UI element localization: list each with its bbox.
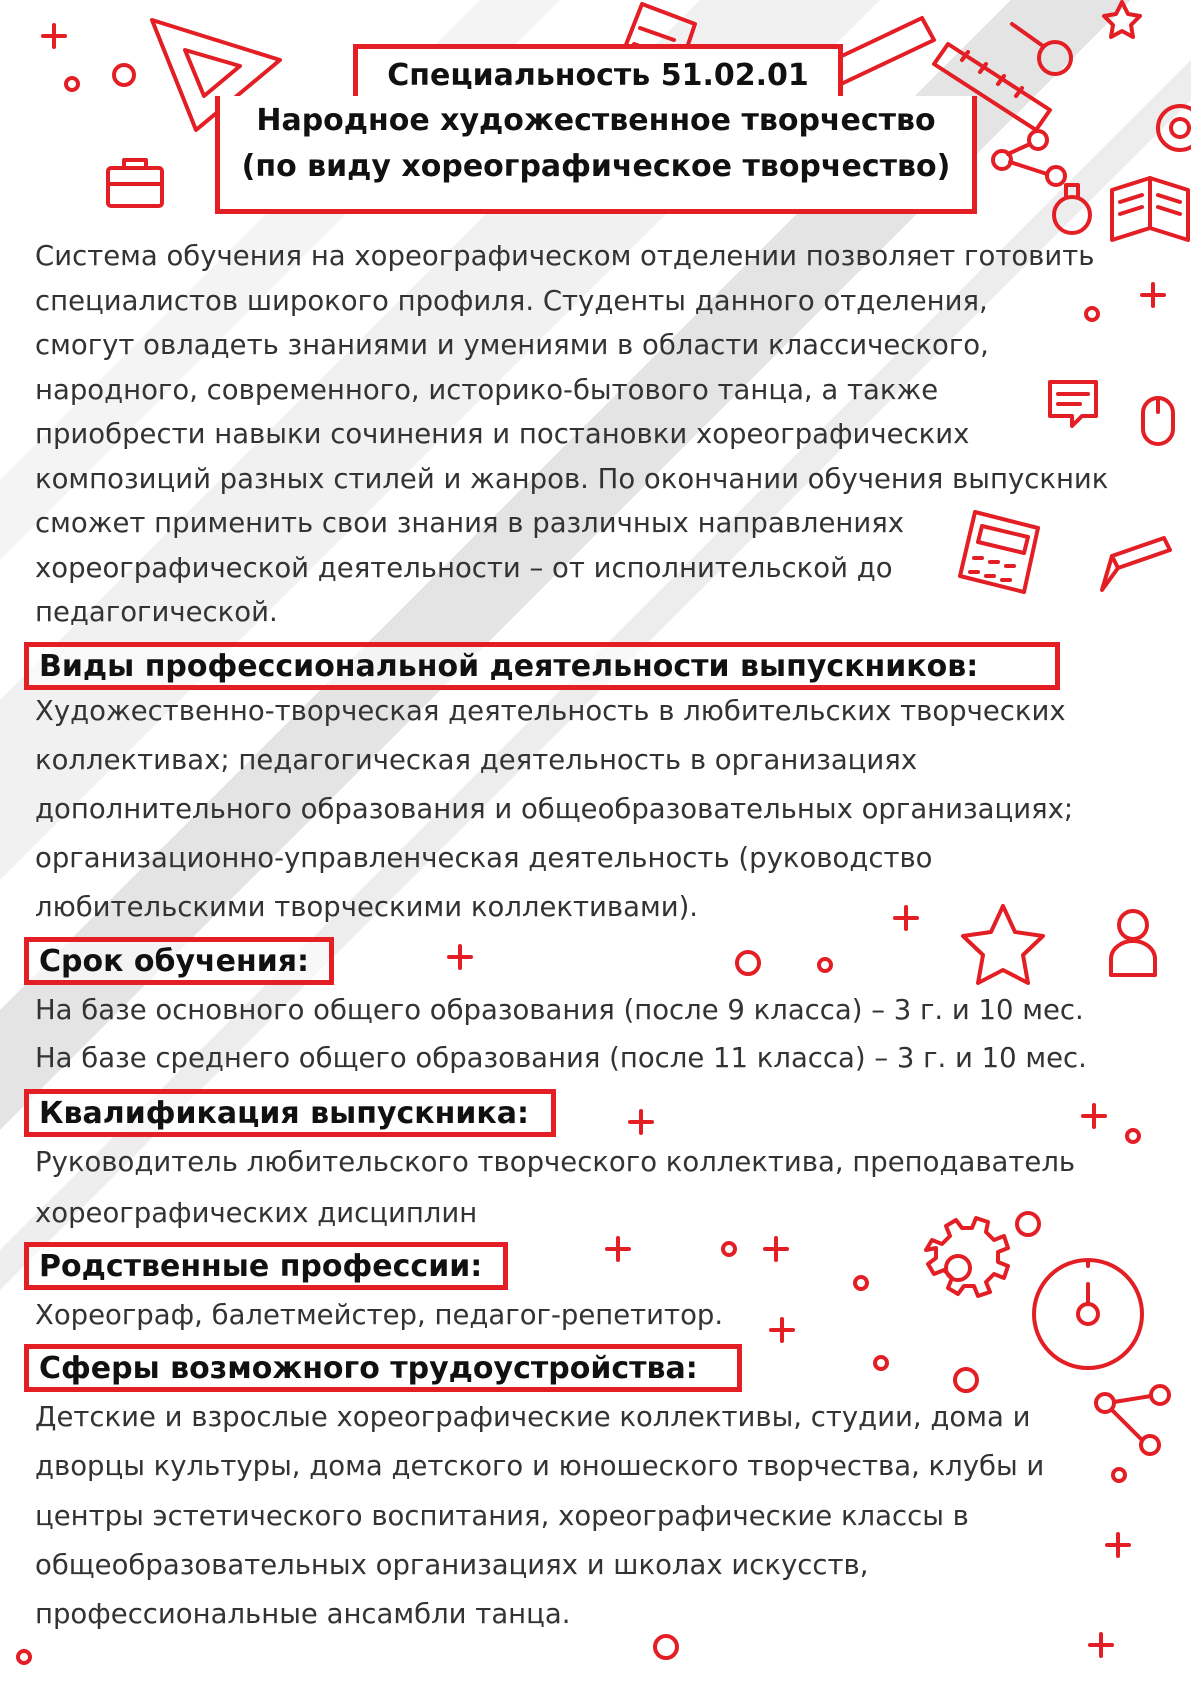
text-line: Детские и взрослые хореографические коллективы, студии, дома и (35, 1401, 1031, 1433)
employment-heading: Сферы возможного трудоустройства: (24, 1344, 742, 1392)
text-line: На базе основного общего образования (после 9 класса) – 3 г. и 10 мес. (35, 994, 1084, 1026)
text-line: педагогической. (35, 596, 278, 628)
text-line: организационно-управленческая деятельность (руководство (35, 842, 933, 874)
specialty-name: Народное художественное творчество (256, 103, 936, 138)
text-line: коллективах; педагогическая деятельность в организациях (35, 744, 918, 776)
text-line: Руководитель любительского творческого коллектива, преподаватель (35, 1146, 1076, 1178)
text-line: профессиональные ансамбли танца. (35, 1598, 571, 1630)
activities-heading: Виды профессиональной деятельности выпускников: (24, 642, 1060, 690)
text-line: центры эстетического воспитания, хореографические классы в (35, 1500, 969, 1532)
text-line: На базе среднего общего образования (после 11 класса) – 3 г. и 10 мес. (35, 1042, 1087, 1074)
text-line: приобрести навыки сочинения и постановки хореографических (35, 418, 970, 450)
text-line: Хореограф, балетмейстер, педагог-репетитор. (35, 1299, 724, 1331)
text-line: композиций разных стилей и жанров. По окончании обучения выпускник (35, 462, 1109, 495)
text-line: общеобразовательных организациях и школах искусств, (35, 1549, 869, 1581)
text-line: хореографической деятельности – от исполнительской до (35, 551, 893, 584)
text-line: хореографических дисциплин (35, 1197, 478, 1229)
intro-paragraph (35, 234, 1155, 635)
text-line: Система обучения на хореографическом отделении позволяет готовить (35, 240, 1095, 272)
title-block (215, 44, 977, 214)
text-line: дополнительного образования и общеобразовательных организациях; (35, 793, 1074, 825)
text-line: дворцы культуры, дома детского и юношеского творчества, клубы и (35, 1450, 1045, 1482)
text-line: специалистов широкого профиля. Студенты данного отделения, (35, 284, 988, 317)
specialty-name-title (215, 96, 977, 214)
text-line: любительскими творческими коллективами). (35, 891, 699, 923)
text-line: народного, современного, историко-бытового танца, а также (35, 373, 939, 406)
text-line: сможет применить свои знания в различных направлениях (35, 507, 905, 539)
duration-heading: Срок обучения: (24, 937, 334, 985)
related-professions-heading: Родственные профессии: (24, 1242, 508, 1290)
qualification-heading: Квалификация выпускника: (24, 1089, 556, 1137)
text-line: Художественно-творческая деятельность в любительских творческих (35, 695, 1066, 727)
specialty-profile: (по виду хореографическое творчество) (241, 149, 951, 184)
text-line: смогут овладеть знаниями и умениями в области классического, (35, 329, 989, 361)
specialty-code-title: Специальность 51.02.01 (353, 44, 843, 102)
